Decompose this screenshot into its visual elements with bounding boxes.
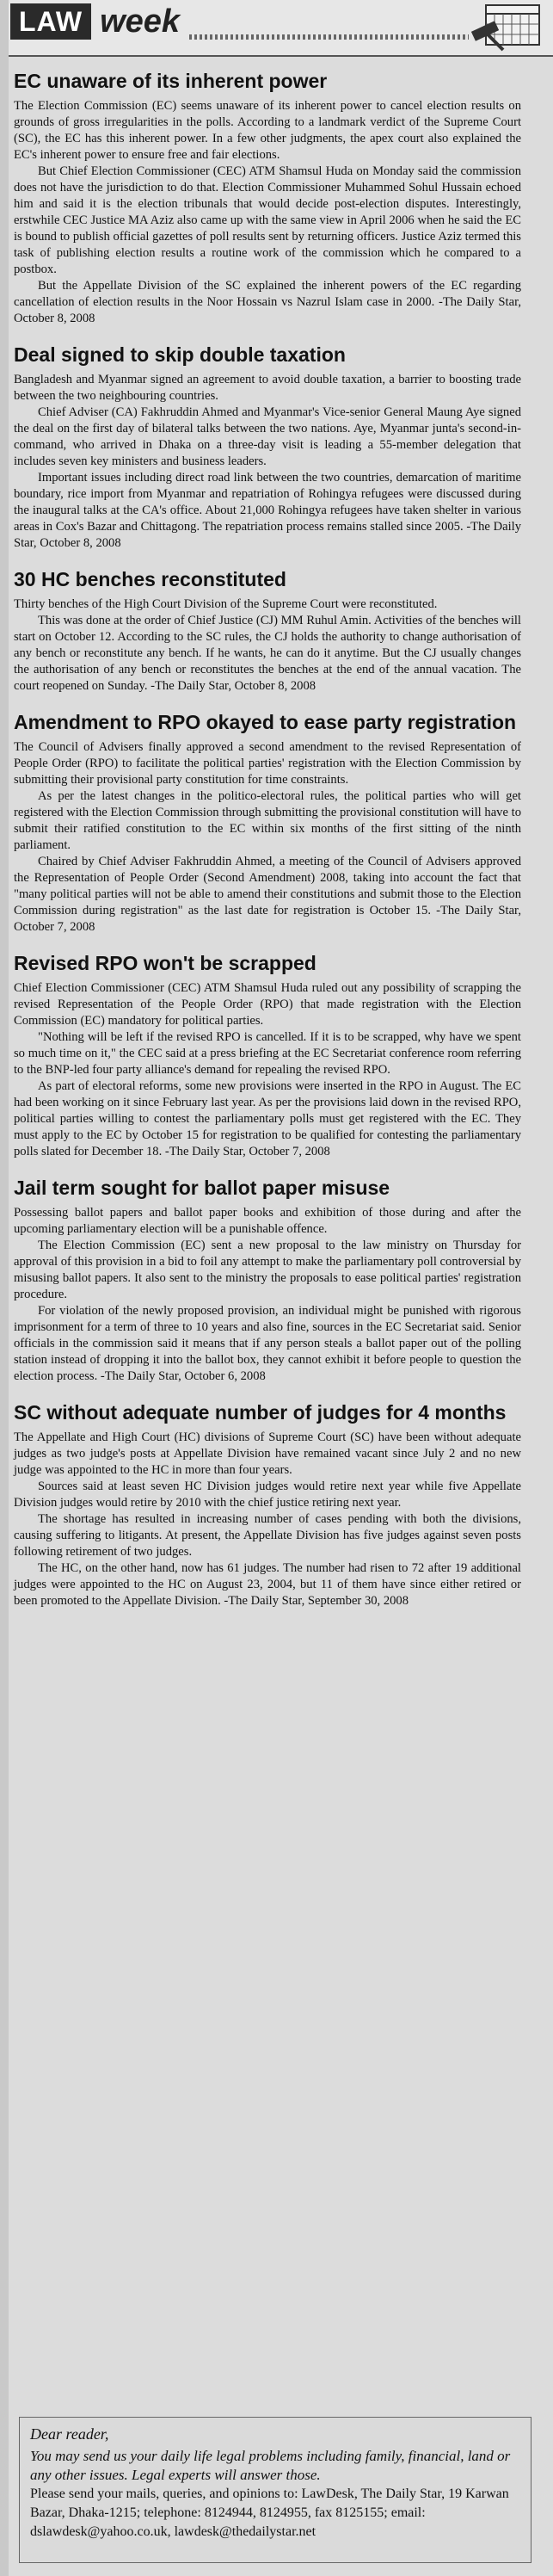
story-paragraph: Possessing ballot papers and ballot paper books and exhibition of those during and after the upcoming parliamentary election will be a punishable offence. — [14, 1206, 521, 1236]
story-ec-inherent-power — [14, 69, 521, 327]
section-title: week — [100, 3, 181, 40]
story-paragraph: The Election Commission (EC) sent a new proposal to the law ministry on Thursday for approval of this provision in a bid to foil any attempt to make the parliamentary poll controversial by misusing ballot papers. It also sent to the ministry the proposals to ease political parties' registration procedure. — [14, 1239, 521, 1301]
story-paragraph: "Nothing will be left if the revised RPO is cancelled. If it is to be scrapped, why have we spent so much time on it," the CEC said at a press briefing at the EC Secretariat conference room referring to the BNP-led four party alliance's demand for repealing the revised RPO. — [14, 1030, 521, 1077]
masthead-rule — [189, 34, 469, 40]
story-headline: 30 HC benches reconstituted — [14, 568, 286, 590]
story-hc-benches — [14, 567, 521, 695]
section-name: LAW — [10, 3, 91, 40]
story-headline: EC unaware of its inherent power — [14, 70, 328, 92]
story-paragraph: But the Appellate Division of the SC explained the inherent powers of the EC regarding cancellation of election results in the Noor Hossain vs Nazrul Islam case in 2000. -The Daily Star, October 8, 2008 — [14, 279, 521, 325]
story-paragraph: As per the latest changes in the politico-electoral rules, the political parties who will get registered with the Election Commission through submitting the provisional constitution will have to submit their ratified constitution to the EC within six months of the first sitting of the ninth parliament. — [14, 789, 521, 852]
story-paragraph: This was done at the order of Chief Justice (CJ) MM Ruhul Amin. Activities of the benches will start on October 12. According to the SC rules, the CJ holds the authority to change authorisation of any bench or reconstitute any bench. If he wants, he can do it anytime. But the CJ usually changes the authorisation of any bench or reconstitutes the benches at the end of the annual vacation. The court reopened on Sunday. -The Daily Star, October 8, 2008 — [14, 614, 521, 693]
story-ballot-paper-misuse — [14, 1176, 521, 1385]
reader-note-box — [19, 2417, 531, 2563]
story-paragraph: As part of electoral reforms, some new provisions were inserted in the RPO in August. The EC had been working on it since February last year. As per the provisions laid down in the revised RPO, political parties willing to contest the parliamentary polls must get registered with the EC. They must apply to the EC by October 15 for registration to be qualified for contesting the parliamentary polls slated for December 18. -The Daily Star, October 7, 2008 — [14, 1079, 521, 1158]
story-paragraph: Important issues including direct road link between the two countries, demarcation of maritime boundary, rice import from Myanmar and repatriation of Rohingya refugees were discussed during the inaugural talks at the CA's office. About 21,000 Rohingya refugees have taken shelter in various areas in Cox's Bazar and Chittagong. The repatriation process remains stalled since 2005. -The Daily Star, October 8, 2008 — [14, 471, 521, 550]
reader-note-contact: Please send your mails, queries, and opinions to: LawDesk, The Daily Star, 19 Karwan Bazar, Dhaka-1215; telephone: 8124944, 8124955, fax 8125155; email: dslawdesk@yahoo.co.uk, lawdesk@thedailystar.net — [30, 2486, 509, 2539]
story-paragraph: Chief Election Commissioner (CEC) ATM Shamsul Huda ruled out any possibility of scrapping the revised Representation of the People Order (RPO) that made registration with the Election Commission (EC) mandatory for political parties. — [14, 981, 521, 1028]
story-rpo-amendment — [14, 710, 521, 936]
gavel-calendar-icon — [469, 0, 548, 52]
story-paragraph: Bangladesh and Myanmar signed an agreement to avoid double taxation, a barrier to boosting trade between the two neighbouring countries. — [14, 373, 521, 403]
story-paragraph: The Election Commission (EC) seems unaware of its inherent power to cancel election results on grounds of gross irregularities in the polls. According to a landmark verdict of the Supreme Court (SC), the EC has this inherent power. In a few other judgments, the apex court also explained the EC's inherent power to ensure free and fair elections. — [14, 99, 521, 162]
story-headline: Revised RPO won't be scrapped — [14, 952, 316, 974]
story-headline: Amendment to RPO okayed to ease party registration — [14, 711, 517, 733]
story-paragraph: Chaired by Chief Adviser Fakhruddin Ahmed, a meeting of the Council of Advisers approved the Representation of People Order (Second Amendment) 2008, taking into account the fact that "many political parties will not be able to amend their constitutions and submit those to the Election Commission during registration" as the last date for registration is October 15. -The Daily Star, October 7, 2008 — [14, 855, 521, 934]
story-paragraph: The Appellate and High Court (HC) divisions of Supreme Court (SC) have been without adequate judges as two judge's posts at Appellate Division have remained vacant since July 2 and no new judge was appointed to the HC in more than four years. — [14, 1430, 521, 1477]
section-logo — [10, 3, 217, 40]
story-headline: Jail term sought for ballot paper misuse — [14, 1177, 390, 1199]
story-headline: Deal signed to skip double taxation — [14, 343, 346, 366]
story-double-taxation — [14, 343, 521, 552]
story-paragraph: Sources said at least seven HC Division judges would retire next year while five Appellate Division judges would retire by 2010 with the chief justice retiring next year. — [14, 1480, 521, 1510]
story-paragraph: But Chief Election Commissioner (CEC) ATM Shamsul Huda on Monday said the commission does not have the jurisdiction to do that. Election Commissioner Muhammed Sohul Hussain echoed him and said it is the election tribunals that would decide post-election disputes. Interestingly, erstwhile CEC Justice MA Aziz also came up with the same view in April 2006 when he said the EC is bound to publish official gazettes of poll results sent by returning officers. Justice Aziz termed this task of publishing election results a routine work of the commission which he compared to a postbox. — [14, 164, 521, 276]
story-sc-judges — [14, 1400, 521, 1609]
story-paragraph: Chief Adviser (CA) Fakhruddin Ahmed and Myanmar's Vice-senior General Maung Aye signed the deal on the first day of bilateral talks between the two nations. Aye, Myanmar junta's second-in-command, who arrived in Dhaka on a three-day visit is leading a 55-member delegation that includes seven key ministers and business leaders. — [14, 405, 521, 468]
story-paragraph: The Council of Advisers finally approved a second amendment to the revised Representation of People Order (RPO) to facilitate the political parties' registration with the Election Commission by submitting their provisional party constitution for time constraints. — [14, 740, 521, 787]
story-headline: SC without adequate number of judges for 4 months — [14, 1401, 507, 1424]
newspaper-page — [9, 0, 553, 2576]
reader-note-greeting: Dear reader, — [30, 2425, 109, 2443]
story-revised-rpo — [14, 951, 521, 1160]
reader-note-body: You may send us your daily life legal problems including family, financial, land or any other issues. Legal experts will answer those. — [30, 2448, 511, 2483]
story-paragraph: The HC, on the other hand, now has 61 judges. The number had risen to 72 after 19 additional judges were appointed to the HC on August 23, 2004, but 11 of them have since either retired or been promoted to the Appellate Division. -The Daily Star, September 30, 2008 — [14, 1561, 521, 1608]
story-paragraph: Thirty benches of the High Court Division of the Supreme Court were reconstituted. — [14, 597, 438, 611]
story-paragraph: The shortage has resulted in increasing number of cases pending with both the divisions, causing suffering to litigants. At present, the Appellate Division has five judges against seven posts following retirement of two judges. — [14, 1512, 521, 1559]
stories-column — [14, 69, 521, 1625]
story-paragraph: For violation of the newly proposed provision, an individual might be punished with rigorous imprisonment for a term of three to 10 years and also fine, sources in the EC Secretariat said. Senior officials in the commission said it means that if any person steals a ballot paper out of the polling station instead of dropping it into the ballot box, they cannot exhibit it before people to question the election process. -The Daily Star, October 6, 2008 — [14, 1304, 521, 1383]
masthead — [9, 0, 553, 57]
